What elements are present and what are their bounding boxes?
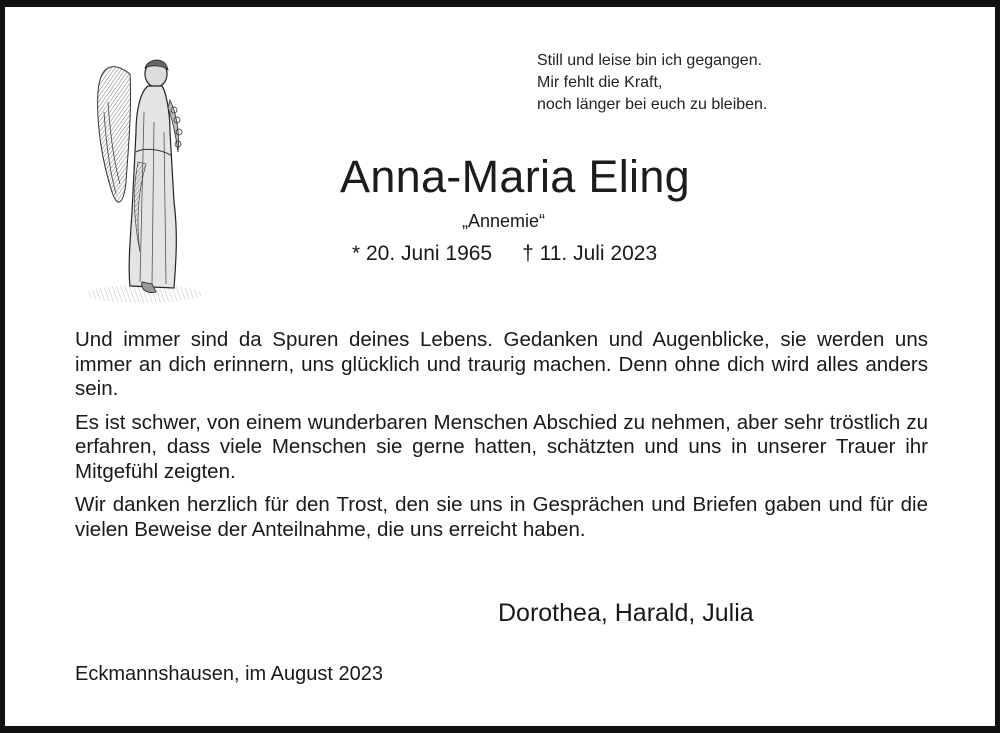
life-dates <box>352 240 657 268</box>
deceased-nickname: „Annemie“ <box>462 211 546 231</box>
body-paragraph: Und immer sind da Spuren deines Lebens. Gedanken und Augenblicke, sie werden uns immer an dich erinnern, uns glücklich und traurig machen. Denn ohne dich wird alles anders sein. <box>75 328 928 400</box>
poem-line: Mir fehlt die Kraft, <box>537 74 663 91</box>
poem <box>537 50 767 116</box>
death-date: † 11. Juli 2023 <box>522 242 658 265</box>
mourners-signature: Dorothea, Harald, Julia <box>498 599 754 627</box>
deceased-name: Anna-Maria Eling <box>340 151 690 202</box>
body-paragraph: Es ist schwer, von einem wunderbaren Menschen Abschied zu nehmen, aber sehr tröstlich zu erfahren, dass viele Menschen sie gerne hatten, schätzten und uns in unserer Trauer ihr Mitgefühl zeigten. <box>75 410 928 483</box>
place-and-date: Eckmannshausen, im August 2023 <box>75 663 383 685</box>
poem-line: noch länger bei euch zu bleiben. <box>537 96 768 113</box>
poem-line: Still und leise bin ich gegangen. <box>537 52 763 69</box>
body-paragraph: Wir danken herzlich für den Trost, den sie uns in Gesprächen und Briefen gaben und für die vielen Beweise der Anteilnahme, die uns erreicht haben. <box>75 493 928 541</box>
birth-date: * 20. Juni 1965 <box>352 242 493 265</box>
notice-body <box>75 328 928 551</box>
angel-statue-icon <box>82 52 207 308</box>
